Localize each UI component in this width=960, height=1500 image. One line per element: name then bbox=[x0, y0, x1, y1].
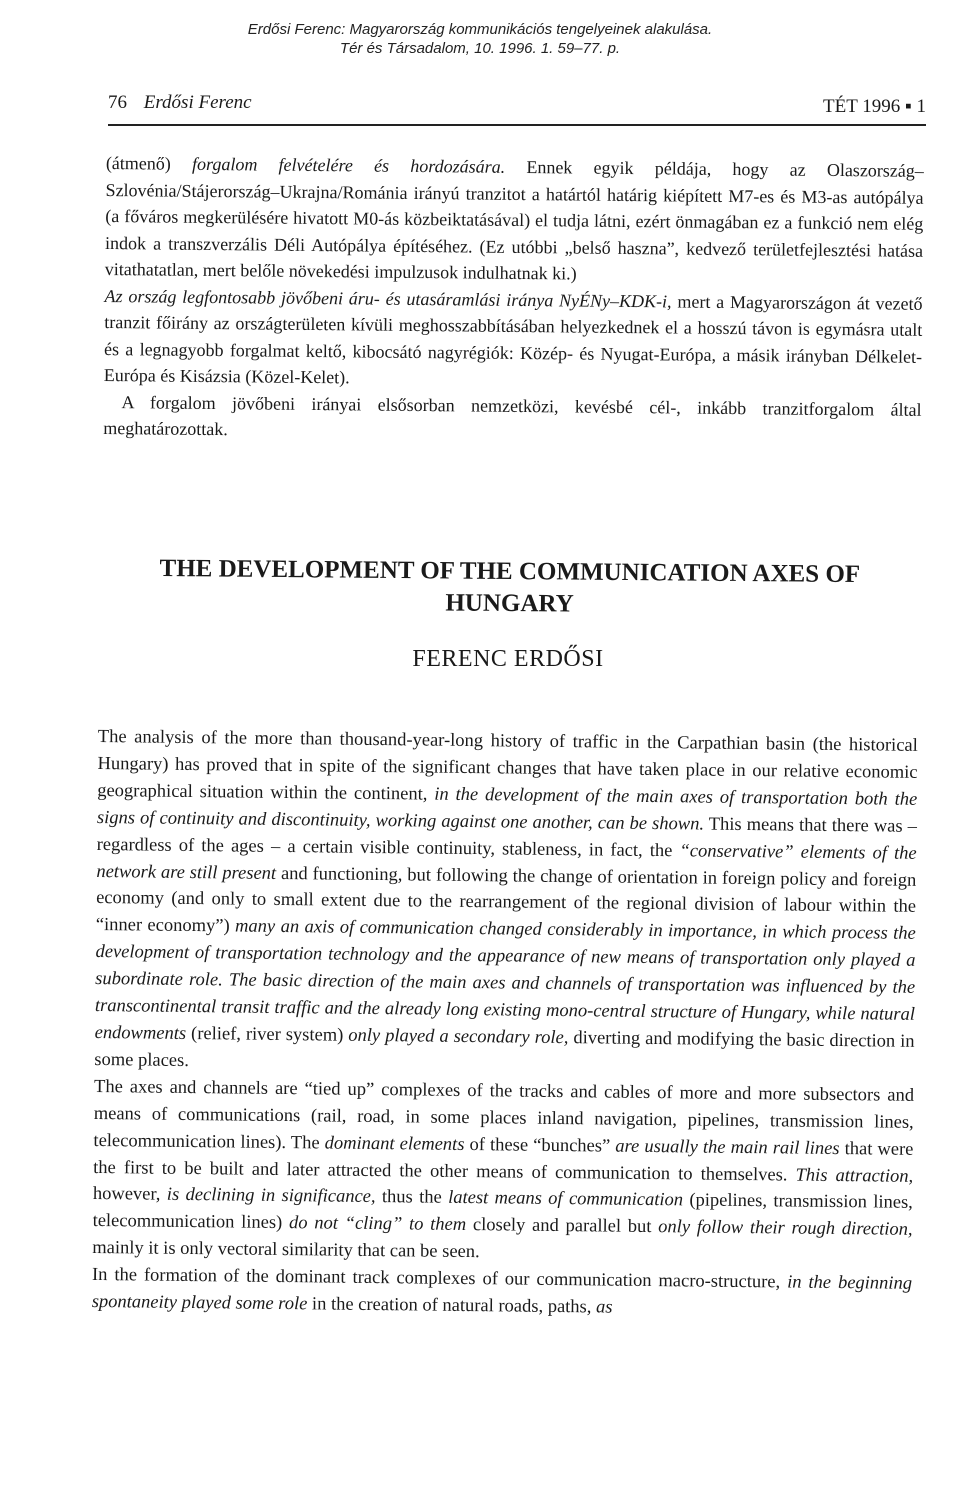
en-p2-e: that were the first to be built and later attracted the other means of communication to themselves. bbox=[93, 1138, 914, 1186]
citation-line-2: Tér és Társadalom, 10. 1996. 1. 59–77. p. bbox=[339, 40, 621, 57]
en-p2-j: latest means of communication bbox=[448, 1188, 684, 1211]
en-p2-l: do not “cling” to them bbox=[288, 1213, 467, 1236]
english-paragraph-2 bbox=[92, 1074, 914, 1271]
hu-p1-lead-italic: forgalom felvételére és hordozására. bbox=[191, 153, 506, 177]
hu-p1-lead: (átmenő) bbox=[105, 152, 193, 174]
article-title: THE DEVELOPMENT OF THE COMMUNICATION AXES OF HUNGARY bbox=[159, 554, 861, 618]
hu-p1-rest: Ennek egyik példája, hogy az Olaszország–Szlovénia/Stájerország–Ukrajna/Románia irányú tranzitot a határtól határig kiépített M7-es és M3-as autópálya (a főváros megkerülésére hivatott M0-ás közbeiktatásával) el tudja látni, ezért önmagában ez a funkció nem elég indok a transzverzális Déli Autópálya építéséhez. (Ez utóbbi „belső haszna”, kedvező területfejlesztési hatása vitathatatlan, mert belőle növekedési impulzusok indulhatnak ki.) bbox=[104, 156, 924, 284]
en-p1-e: and functioning, but following the change of orientation in foreign policy and foreign economy (and only to small extent due to the rearrangement of the regional division of labour within the “inner economy”) bbox=[95, 863, 917, 937]
article-author: FERENC ERDŐSI bbox=[412, 646, 604, 672]
en-p2-m: closely and parallel but bbox=[466, 1215, 659, 1238]
page-number: 76 bbox=[108, 92, 127, 113]
en-p2-d: are usually the main rail lines bbox=[615, 1136, 840, 1159]
en-p1-d: “conservative” elements of the network are still present bbox=[96, 840, 917, 884]
en-p1-c: This means that there was – regardless of the ages – a certain visible continuity, stableness, in fact, the bbox=[96, 814, 918, 861]
en-p2-f: This attraction, bbox=[795, 1165, 914, 1187]
running-head bbox=[108, 92, 926, 126]
en-p1-b: in the development of the main axes of transportation both the signs of continuity and discontinuity, working against one another, can be shown. bbox=[96, 784, 918, 835]
hu-p2-rest: mert a Magyarországon át vezető tranzit főirány az országterületen kívüli meghosszabbításában helyezkednek el a hosszú távon is egymásra utalt és a legnagyobb forgalmat keltő, kibocsátó nagyrégiók: Közép- és Nyugat-Európa, a másik irányban Délkelet-Európa és Kisázsia (Közel-Kelet). bbox=[103, 290, 923, 388]
en-p3-a: In the formation of the dominant track complexes of our communication macro-structure, bbox=[91, 1265, 788, 1293]
english-paragraph-3 bbox=[92, 1262, 913, 1325]
en-p1-f: many an axis of communication changed considerably in importance, in which process the development of transportation technology and the appearance of new means of transportation only played a subordinate role. The basic direction of the main axes and channels of transportation was influenced by the transcontinental transit traffic and the already long existing mono-central structure of Hungary, while natural endowments bbox=[94, 916, 916, 1044]
en-p2-n: only follow their rough direction, bbox=[658, 1217, 913, 1241]
en-p2-h: is declining in significance, bbox=[166, 1185, 376, 1208]
citation-line-1: Erdősi Ferenc: Magyarország kommunikációs tengelyeinek alakulása. bbox=[247, 21, 713, 38]
hungarian-paragraph-1 bbox=[105, 150, 924, 290]
en-p3-d: as bbox=[595, 1297, 613, 1318]
en-p2-a: The axes and channels are “tied up” complexes of the tracks and cables of more and more subsectors and means of communications (rail, road, in some places inland navigation, pipelines, transmission lines, telecommunication lines). The bbox=[93, 1076, 915, 1154]
running-head-author: Erdősi Ferenc bbox=[143, 92, 252, 113]
en-p2-b: dominant elements bbox=[324, 1133, 465, 1155]
hungarian-paragraph-2 bbox=[104, 282, 923, 396]
en-p2-g: however, bbox=[92, 1184, 167, 1206]
en-p1-a: The analysis of the more than thousand-year-long history of traffic in the Carpathian basin (the historical Hungary) has proved that in spite of the significant changes that have taken place in our relative economic geographical situation within the continent, bbox=[97, 726, 918, 805]
en-p2-c: of these “bunches” bbox=[464, 1134, 616, 1157]
hungarian-paragraph-3: A forgalom jövőbeni irányai elsősorban nemzetközi, kevésbé cél-, inkább tranzitforgalom által meghatározottak. bbox=[103, 391, 922, 440]
en-p1-h: only played a secondary role, bbox=[348, 1025, 569, 1049]
en-p2-o: mainly it is only vectoral similarity that can be seen. bbox=[92, 1238, 480, 1263]
en-p3-b: in the beginning spontaneity played some role bbox=[91, 1272, 913, 1315]
english-abstract bbox=[92, 724, 918, 1325]
running-head-left bbox=[108, 92, 252, 114]
source-citation bbox=[0, 20, 960, 58]
journal-issue: TÉT 1996 ▪ 1 bbox=[823, 96, 926, 117]
en-p1-i: diverting and modifying the basic direction in some places. bbox=[94, 1028, 915, 1071]
en-p2-i: thus the bbox=[375, 1187, 449, 1209]
en-p3-c: in the creation of natural roads, paths, bbox=[307, 1294, 597, 1318]
en-p1-g: (relief, river system) bbox=[186, 1023, 349, 1046]
en-p2-k: (pipelines, transmission lines, telecommunication lines) bbox=[92, 1190, 913, 1234]
english-paragraph-1 bbox=[94, 724, 918, 1083]
hungarian-text-block bbox=[103, 150, 924, 449]
hu-p2-italic: Az ország legfontosabb jövőbeni áru- és utasáramlási iránya NyÉNy–KDK-i, bbox=[104, 285, 672, 311]
